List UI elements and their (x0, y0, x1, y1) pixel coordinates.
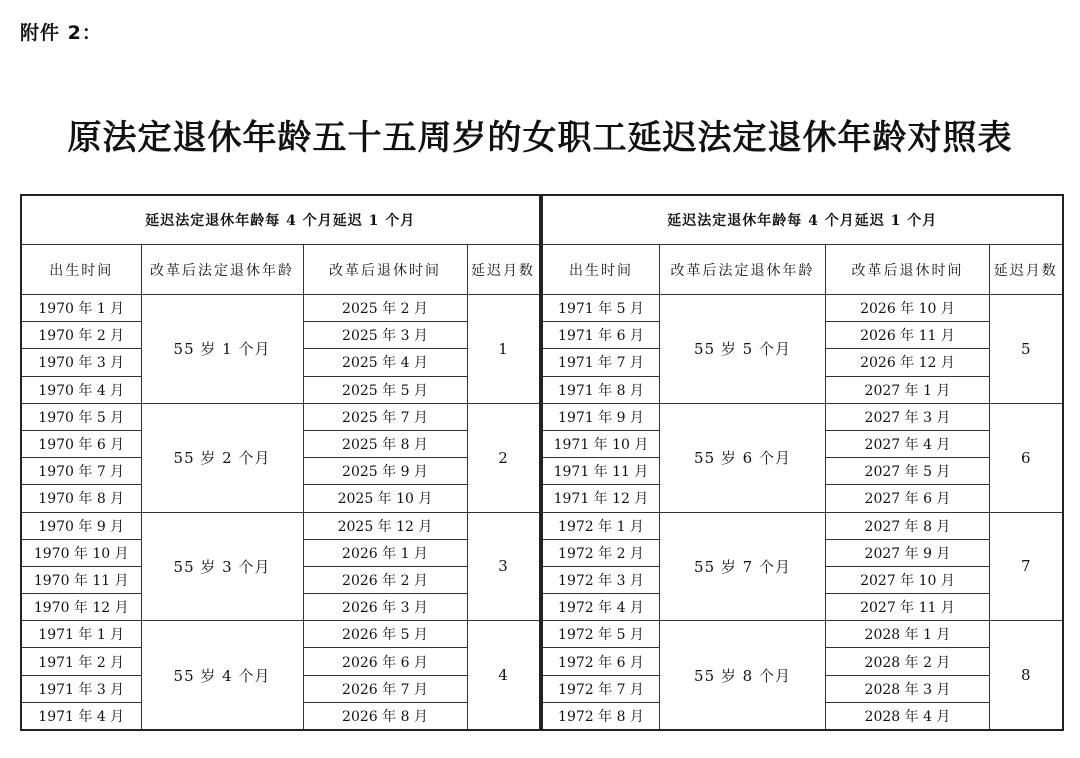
birth-date-cell: 1972 年 2 月 (542, 539, 660, 566)
table-row (21, 403, 540, 430)
birth-date-cell: 1970 年 10 月 (21, 539, 141, 566)
birth-date-cell: 1971 年 2 月 (21, 648, 141, 675)
birth-date-cell: 1972 年 3 月 (542, 566, 660, 593)
birth-date-cell: 1972 年 4 月 (542, 594, 660, 621)
retirement-time-cell: 2025 年 4 月 (303, 349, 467, 376)
col-header-retirement-time: 改革后退休时间 (303, 245, 467, 295)
attachment-label: 附件 2： (20, 22, 102, 44)
birth-date-cell: 1971 年 8 月 (542, 376, 660, 403)
col-header-delay-months: 延迟月数 (990, 245, 1063, 295)
retirement-time-cell: 2028 年 4 月 (826, 702, 990, 730)
retirement-time-cell: 2027 年 6 月 (826, 485, 990, 512)
delay-months-cell: 4 (467, 621, 540, 730)
group-header: 延迟法定退休年龄每 4 个月延迟 1 个月 (542, 195, 1063, 245)
birth-date-cell: 1972 年 5 月 (542, 621, 660, 648)
birth-date-cell: 1970 年 9 月 (21, 512, 141, 539)
retirement-time-cell: 2025 年 10 月 (303, 485, 467, 512)
retirement-time-cell: 2027 年 9 月 (826, 539, 990, 566)
table-row (21, 295, 540, 322)
retirement-time-cell: 2027 年 8 月 (826, 512, 990, 539)
retirement-time-cell: 2025 年 9 月 (303, 458, 467, 485)
retirement-age-cell: 55 岁 3 个月 (141, 512, 303, 621)
retirement-time-cell: 2027 年 3 月 (826, 403, 990, 430)
retirement-time-cell: 2026 年 11 月 (826, 322, 990, 349)
birth-date-cell: 1972 年 6 月 (542, 648, 660, 675)
table-row (542, 512, 1063, 539)
retirement-time-cell: 2025 年 5 月 (303, 376, 467, 403)
birth-date-cell: 1971 年 11 月 (542, 458, 660, 485)
retirement-time-cell: 2026 年 6 月 (303, 648, 467, 675)
birth-date-cell: 1970 年 5 月 (21, 403, 141, 430)
table-row (542, 403, 1063, 430)
birth-date-cell: 1970 年 2 月 (21, 322, 141, 349)
retirement-time-cell: 2025 年 2 月 (303, 295, 467, 322)
retirement-time-cell: 2026 年 3 月 (303, 594, 467, 621)
delay-months-cell: 2 (467, 403, 540, 512)
birth-date-cell: 1971 年 1 月 (21, 621, 141, 648)
retirement-time-cell: 2025 年 7 月 (303, 403, 467, 430)
retirement-time-cell: 2026 年 2 月 (303, 566, 467, 593)
retirement-time-cell: 2025 年 12 月 (303, 512, 467, 539)
birth-date-cell: 1970 年 4 月 (21, 376, 141, 403)
col-header-birth: 出生时间 (21, 245, 141, 295)
col-header-birth: 出生时间 (542, 245, 660, 295)
comparison-table-right (540, 194, 1064, 731)
birth-date-cell: 1971 年 12 月 (542, 485, 660, 512)
birth-date-cell: 1972 年 7 月 (542, 675, 660, 702)
retirement-time-cell: 2027 年 4 月 (826, 430, 990, 457)
retirement-time-cell: 2026 年 12 月 (826, 349, 990, 376)
birth-date-cell: 1972 年 8 月 (542, 702, 660, 730)
group-header: 延迟法定退休年龄每 4 个月延迟 1 个月 (21, 195, 540, 245)
birth-date-cell: 1970 年 3 月 (21, 349, 141, 376)
col-header-delay-months: 延迟月数 (467, 245, 540, 295)
retirement-time-cell: 2027 年 11 月 (826, 594, 990, 621)
birth-date-cell: 1971 年 10 月 (542, 430, 660, 457)
delay-months-cell: 1 (467, 295, 540, 404)
retirement-age-cell: 55 岁 7 个月 (660, 512, 826, 621)
table-row (542, 295, 1063, 322)
birth-date-cell: 1970 年 1 月 (21, 295, 141, 322)
delay-months-cell: 3 (467, 512, 540, 621)
retirement-age-cell: 55 岁 1 个月 (141, 295, 303, 404)
birth-date-cell: 1970 年 6 月 (21, 430, 141, 457)
birth-date-cell: 1970 年 11 月 (21, 566, 141, 593)
col-header-retirement-age: 改革后法定退休年龄 (141, 245, 303, 295)
birth-date-cell: 1971 年 4 月 (21, 702, 141, 730)
table-row (21, 621, 540, 648)
table-row (21, 512, 540, 539)
retirement-time-cell: 2028 年 2 月 (826, 648, 990, 675)
birth-date-cell: 1971 年 3 月 (21, 675, 141, 702)
retirement-time-cell: 2026 年 7 月 (303, 675, 467, 702)
retirement-time-cell: 2028 年 3 月 (826, 675, 990, 702)
birth-date-cell: 1971 年 5 月 (542, 295, 660, 322)
retirement-age-cell: 55 岁 2 个月 (141, 403, 303, 512)
delay-months-cell: 8 (990, 621, 1063, 730)
birth-date-cell: 1970 年 12 月 (21, 594, 141, 621)
col-header-retirement-time: 改革后退休时间 (826, 245, 990, 295)
retirement-age-cell: 55 岁 6 个月 (660, 403, 826, 512)
retirement-time-cell: 2028 年 1 月 (826, 621, 990, 648)
retirement-age-cell: 55 岁 5 个月 (660, 295, 826, 404)
birth-date-cell: 1972 年 1 月 (542, 512, 660, 539)
birth-date-cell: 1971 年 6 月 (542, 322, 660, 349)
retirement-time-cell: 2026 年 8 月 (303, 702, 467, 730)
birth-date-cell: 1971 年 9 月 (542, 403, 660, 430)
col-header-retirement-age: 改革后法定退休年龄 (660, 245, 826, 295)
retirement-time-cell: 2025 年 3 月 (303, 322, 467, 349)
table-body (542, 295, 1063, 731)
table-body (21, 295, 540, 731)
delay-months-cell: 5 (990, 295, 1063, 404)
retirement-time-cell: 2027 年 1 月 (826, 376, 990, 403)
delay-months-cell: 6 (990, 403, 1063, 512)
delay-months-cell: 7 (990, 512, 1063, 621)
birth-date-cell: 1970 年 8 月 (21, 485, 141, 512)
comparison-table-left (20, 194, 542, 731)
retirement-age-cell: 55 岁 4 个月 (141, 621, 303, 730)
retirement-time-cell: 2026 年 5 月 (303, 621, 467, 648)
retirement-age-cell: 55 岁 8 个月 (660, 621, 826, 730)
retirement-time-cell: 2026 年 1 月 (303, 539, 467, 566)
birth-date-cell: 1971 年 7 月 (542, 349, 660, 376)
retirement-time-cell: 2027 年 10 月 (826, 566, 990, 593)
retirement-time-cell: 2025 年 8 月 (303, 430, 467, 457)
birth-date-cell: 1970 年 7 月 (21, 458, 141, 485)
retirement-time-cell: 2026 年 10 月 (826, 295, 990, 322)
table-row (542, 621, 1063, 648)
retirement-time-cell: 2027 年 5 月 (826, 458, 990, 485)
page-title: 原法定退休年龄五十五周岁的女职工延迟法定退休年龄对照表 (67, 118, 1013, 158)
